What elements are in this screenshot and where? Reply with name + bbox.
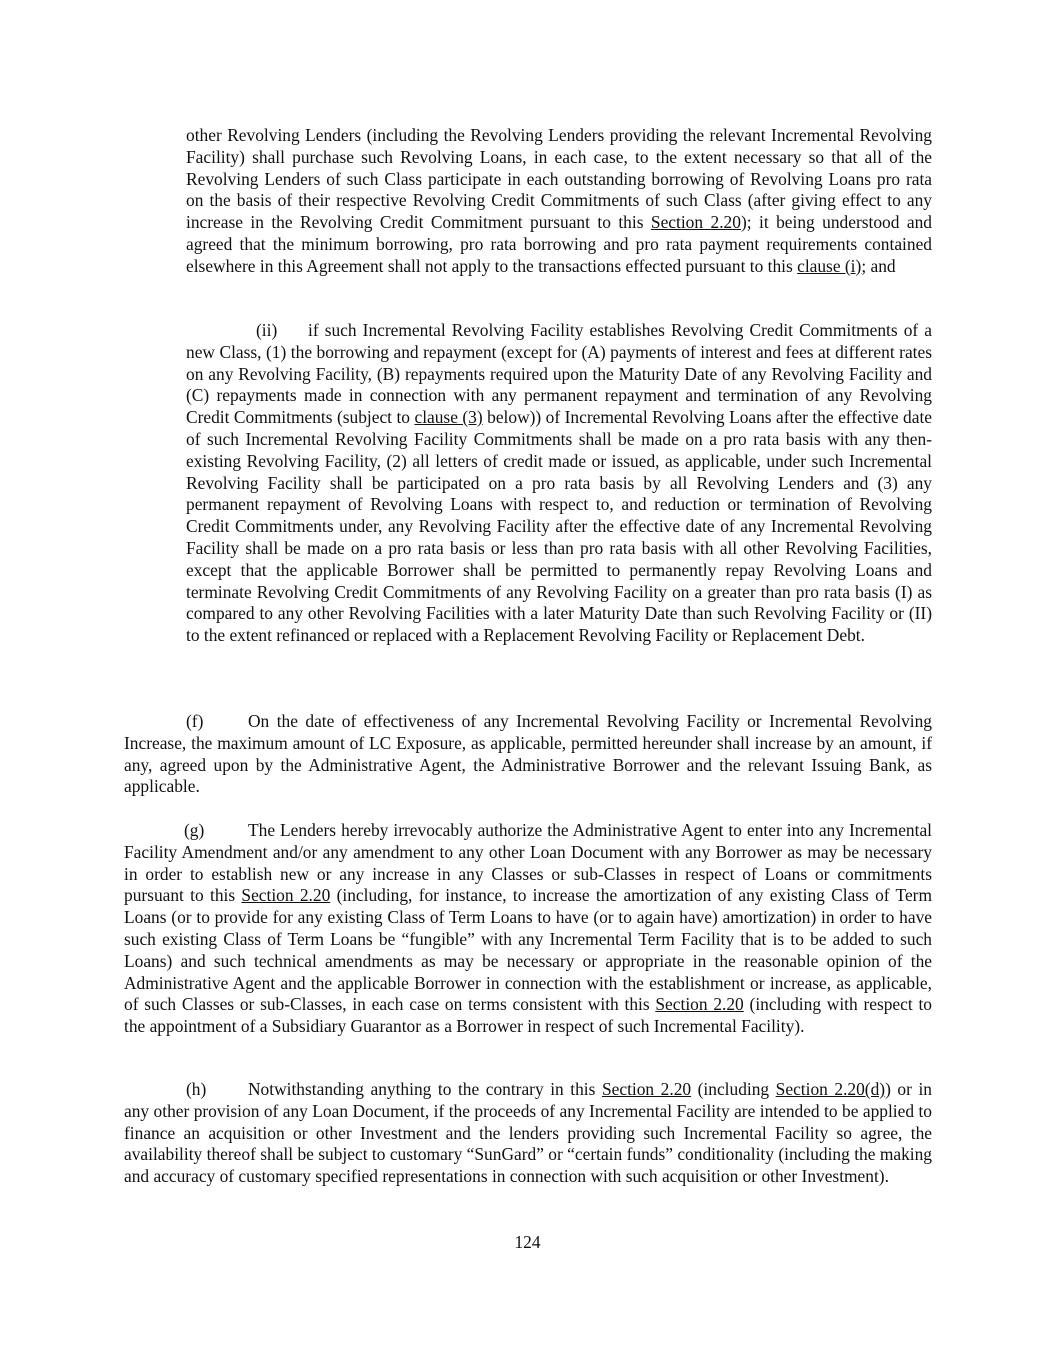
text-run: Notwithstanding anything to the contrary in this [248, 1079, 602, 1099]
text-run: if such Incremental Revolving Facility establishes Revolving Credit Commitments of a new Class, (1) the borrowing and repayment (except for (A) payments of interest and fees at different rates on any Revolving Facility, (B) repayments required upon the Maturity Date of any Revolving Facility and (C) repayments made in connection with any permanent repayment and termination of any Revolving Credit Commitments (subject to [186, 320, 932, 428]
section-reference: Section 2.20 [655, 994, 744, 1015]
page-number: 124 [514, 1232, 541, 1252]
paragraph-f [124, 711, 932, 798]
text-run: other Revolving Lenders (including the Revolving Lenders providing the relevant Incremental Revolving Facility) shall purchase such Revolving Loans, in each case, to the extent necessary so that all of the Revolving Lenders of such Class participate in each outstanding borrowing of Revolving Loans pro rata on the basis of their respective Revolving Credit Commitments of such Class (after giving effect to any increase in the Revolving Credit Commitment pursuant to this [186, 125, 932, 233]
text-run: (including with respect to the appointment of a Subsidiary Guarantor as a Borrower in respect of such Incremental Facility). [124, 994, 932, 1037]
section-reference: Section 2.20 [650, 212, 741, 233]
text-run: (including [691, 1079, 776, 1099]
clause-label: (h) [186, 1079, 207, 1099]
text-run: ); it being understood and agreed that the minimum borrowing, pro rata borrowing and pro rata payment requirements contained elsewhere in this Agreement shall not apply to the transactions effected pursuant to this [186, 212, 932, 276]
section-reference: Section 2.20(d) [775, 1079, 886, 1099]
text-run: The Lenders hereby irrevocably authorize the Administrative Agent to enter into any Incremental Facility Amendment and/or any amendment to any other Loan Document with any Borrower as may be necessary in order to establish new or any increase in any Classes or sub-Classes in respect of Loans or commitments pursuant to this [124, 820, 932, 906]
text-run: On the date of effectiveness of any Incremental Revolving Facility or Incremental Revolving Increase, the maximum amount of LC Exposure, as applicable, permitted hereunder shall increase by an amount, if any, agreed upon by the Administrative Agent, the Administrative Borrower and the relevant Issuing Bank, as applicable. [124, 711, 932, 797]
clause-reference: clause (3) [414, 407, 483, 428]
clause-reference: clause (i) [797, 255, 862, 276]
text-run: ; and [861, 255, 896, 276]
section-reference: Section 2.20 [601, 1079, 692, 1099]
text-run: ) or in any other provision of any Loan Document, if the proceeds of any Incremental Facility are intended to be applied to finance an acquisition or other Investment and the lenders providing such Incremental Facility so agree, the availability thereof shall be subject to customary “SunGard” or “certain funds” conditionality (including the making and accuracy of customary specified representations in connection with such acquisition or other Investment). [124, 1079, 932, 1187]
paragraph-g [124, 820, 932, 1038]
text-run: (including, for instance, to increase the amortization of any existing Class of Term Loans (or to provide for any existing Class of Term Loans to have (or to again have) amortization) in order to have such existing Class of Term Loans be “fungible” with any Incremental Term Facility that is to be added to such Loans) and such technical amendments as may be necessary or appropriate in the reasonable opinion of the Administrative Agent and the applicable Borrower in connection with the establishment or increase, as applicable, of such Classes or sub-Classes, in each case on terms consistent with this [124, 885, 932, 1015]
section-reference: Section 2.20 [241, 885, 331, 906]
clause-label: (ii) [256, 320, 278, 340]
clause-label: (g) [184, 820, 205, 840]
paragraph-e-i-continuation [186, 125, 932, 278]
paragraph-e-ii [186, 320, 932, 647]
paragraph-h [124, 1079, 932, 1188]
text-run: below)) of Incremental Revolving Loans after the effective date of such Incremental Revolving Facility Commitments shall be made on a pro rata basis with any then-existing Revolving Facility, (2) all letters of credit made or issued, as applicable, under such Incremental Revolving Facility shall be participated on a pro rata basis by all Revolving Lenders and (3) any permanent repayment of Revolving Loans with respect to, and reduction or termination of Revolving Credit Commitments under, any Revolving Facility after the effective date of any Incremental Revolving Facility shall be made on a pro rata basis or less than pro rata basis with all other Revolving Facilities, except that the applicable Borrower shall be permitted to permanently repay Revolving Loans and terminate Revolving Credit Commitments of any Revolving Facility on a greater than pro rata basis (I) as compared to any other Revolving Facilities with a later Maturity Date than such Revolving Facility or (II) to the extent refinanced or replaced with a Replacement Revolving Facility or Replacement Debt. [186, 407, 932, 646]
clause-label: (f) [186, 711, 204, 731]
